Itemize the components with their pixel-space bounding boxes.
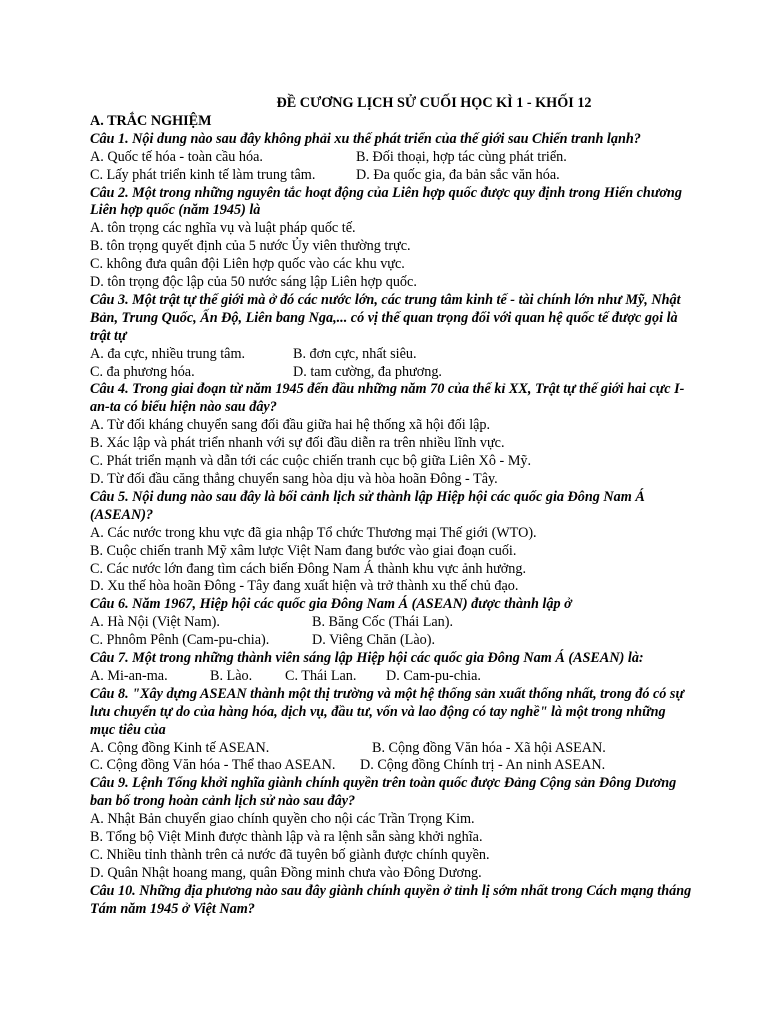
option-c: C. Phát triển mạnh và dẫn tới các cuộc chiến tranh cục bộ giữa Liên Xô - Mỹ. (90, 453, 532, 470)
option-a: A. Các nước trong khu vực đã gia nhập Tổ chức Thương mại Thế giới (WTO). (90, 524, 537, 541)
question-text: trật tự (90, 327, 127, 344)
option-row (90, 740, 738, 758)
option-a: A. Cộng đồng Kinh tế ASEAN. (90, 739, 270, 756)
option-d: D. Xu thế hòa hoãn Đông - Tây đang xuất hiện và trở thành xu thế chủ đạo. (90, 578, 519, 595)
document-title: ĐỀ CƯƠNG LỊCH SỬ CUỐI HỌC KÌ 1 - KHỐI 12 (276, 95, 592, 111)
option-c: C. Nhiều tỉnh thành trên cả nước đã tuyên bố giành được chính quyền. (90, 846, 490, 863)
option-b: B. Xác lập và phát triển nhanh với sự đối đầu diễn ra trên nhiều lĩnh vực. (90, 435, 505, 452)
question-text: Câu 3. Một trật tự thế giới mà ở đó các nước lớn, các trung tâm kinh tế - tài chính lớn như Mỹ, Nhật (90, 291, 681, 308)
option-d: D. Từ đối đầu căng thẳng chuyển sang hòa dịu và hòa hoãn Đông - Tây. (90, 470, 498, 487)
option-d: D. Quân Nhật hoang mang, quân Đồng minh chưa vào Đông Dương. (90, 864, 482, 881)
option-row (90, 364, 738, 382)
option-a: A. Hà Nội (Việt Nam). (90, 614, 220, 631)
question-7 (90, 650, 738, 686)
question-1 (90, 131, 738, 185)
question-text: Bản, Trung Quốc, Ấn Độ, Liên bang Nga,... có vị thế quan trọng đối với quan hệ quốc tế được gọi là (90, 309, 678, 326)
option-row (90, 346, 738, 364)
option-b: B. Tổng bộ Việt Minh được thành lập và ra lệnh sẵn sàng khởi nghĩa. (90, 829, 483, 846)
option-a: A. Quốc tế hóa - toàn cầu hóa. (90, 148, 263, 165)
question-text: Câu 5. Nội dung nào sau đây là bối cảnh lịch sử thành lập Hiệp hội các quốc gia Đông Nam Á (90, 488, 645, 505)
option-row (90, 149, 738, 167)
option-d: D. Đa quốc gia, đa bản sắc văn hóa. (356, 166, 560, 183)
option-d: D. tôn trọng độc lập của 50 nước sáng lập Liên hợp quốc. (90, 274, 417, 291)
option-c: C. Lấy phát triển kinh tế làm trung tâm. (90, 166, 316, 183)
question-9 (90, 775, 738, 882)
question-text: mục tiêu của (90, 721, 166, 738)
option-c: C. Phnôm Pênh (Cam-pu-chia). (90, 632, 270, 649)
option-c: C. Cộng đồng Văn hóa - Thể thao ASEAN. (90, 757, 336, 774)
question-2 (90, 185, 738, 292)
option-b: B. Cuộc chiến tranh Mỹ xâm lược Việt Nam đang bước vào giai đoạn cuối. (90, 542, 517, 559)
question-8 (90, 686, 738, 776)
option-row (90, 632, 738, 650)
question-10 (90, 883, 738, 919)
question-text: Câu 10. Những địa phương nào sau đây giành chính quyền ở tỉnh lị sớm nhất trong Cách mạng tháng (90, 882, 692, 899)
question-text: lưu chuyển tự do của hàng hóa, dịch vụ, đầu tư, vốn và lao động có tay nghề" là một trong những (90, 703, 666, 720)
question-text: Câu 6. Năm 1967, Hiệp hội các quốc gia Đông Nam Á (ASEAN) được thành lập ở (90, 596, 572, 613)
option-b: B. Lào. (210, 667, 253, 684)
question-text: ban bố trong hoàn cảnh lịch sử nào sau đây? (90, 793, 356, 810)
option-a: A. Từ đối kháng chuyển sang đối đầu giữa hai hệ thống xã hội đối lập. (90, 417, 491, 434)
question-text: an-ta có biểu hiện nào sau đây? (90, 399, 277, 416)
question-text: Câu 1. Nội dung nào sau đây không phải xu thế phát triển của thế giới sau Chiến tranh lạnh? (90, 130, 641, 147)
question-6 (90, 596, 738, 650)
option-row (90, 668, 738, 686)
option-b: B. Băng Cốc (Thái Lan). (312, 614, 454, 631)
question-text: Câu 2. Một trong những nguyên tắc hoạt động của Liên hợp quốc được quy định trong Hiến chương (90, 184, 682, 201)
question-5 (90, 489, 738, 596)
option-a: A. tôn trọng các nghĩa vụ và luật pháp quốc tế. (90, 220, 356, 237)
option-b: B. tôn trọng quyết định của 5 nước Ủy viên thường trực. (90, 238, 411, 255)
option-d: D. Viêng Chăn (Lào). (312, 632, 435, 649)
question-text: Liên hợp quốc (năm 1945) là (90, 202, 261, 219)
option-d: D. tam cường, đa phương. (293, 363, 442, 380)
option-c: C. không đưa quân đội Liên hợp quốc vào các khu vực. (90, 256, 405, 273)
question-text: Câu 8. "Xây dựng ASEAN thành một thị trường và một hệ thống sản xuất thống nhất, trong đó có sự (90, 685, 684, 702)
option-b: B. đơn cực, nhất siêu. (293, 345, 417, 362)
question-text: Tám năm 1945 ở Việt Nam? (90, 900, 255, 917)
option-c: C. Thái Lan. (285, 667, 357, 684)
question-text: Câu 7. Một trong những thành viên sáng lập Hiệp hội các quốc gia Đông Nam Á (ASEAN) là: (90, 650, 644, 666)
option-a: A. Nhật Bản chuyển giao chính quyền cho nội các Trần Trọng Kim. (90, 811, 475, 828)
option-a: A. Mi-an-ma. (90, 667, 168, 684)
option-c: C. Các nước lớn đang tìm cách biến Đông Nam Á thành khu vực ảnh hưởng. (90, 560, 527, 577)
option-d: D. Cộng đồng Chính trị - An ninh ASEAN. (360, 757, 606, 774)
section-heading: A. TRẮC NGHIỆM (90, 112, 212, 129)
question-text: Câu 4. Trong giai đoạn từ năm 1945 đến đầu những năm 70 của thế kỉ XX, Trật tự thế giới hai cực I- (90, 381, 685, 398)
option-row (90, 167, 738, 185)
option-a: A. đa cực, nhiều trung tâm. (90, 345, 246, 362)
option-c: C. đa phương hóa. (90, 363, 195, 380)
option-row (90, 757, 738, 775)
option-b: B. Đối thoại, hợp tác cùng phát triển. (356, 148, 567, 165)
option-b: B. Cộng đồng Văn hóa - Xã hội ASEAN. (372, 739, 606, 756)
question-text: Câu 9. Lệnh Tổng khởi nghĩa giành chính quyền trên toàn quốc được Đảng Cộng sản Đông Dương (90, 775, 677, 792)
option-row (90, 614, 738, 632)
question-4 (90, 381, 738, 488)
question-3 (90, 292, 738, 382)
document-page (90, 95, 738, 919)
question-text: (ASEAN)? (90, 506, 154, 523)
option-d: D. Cam-pu-chia. (386, 667, 481, 684)
